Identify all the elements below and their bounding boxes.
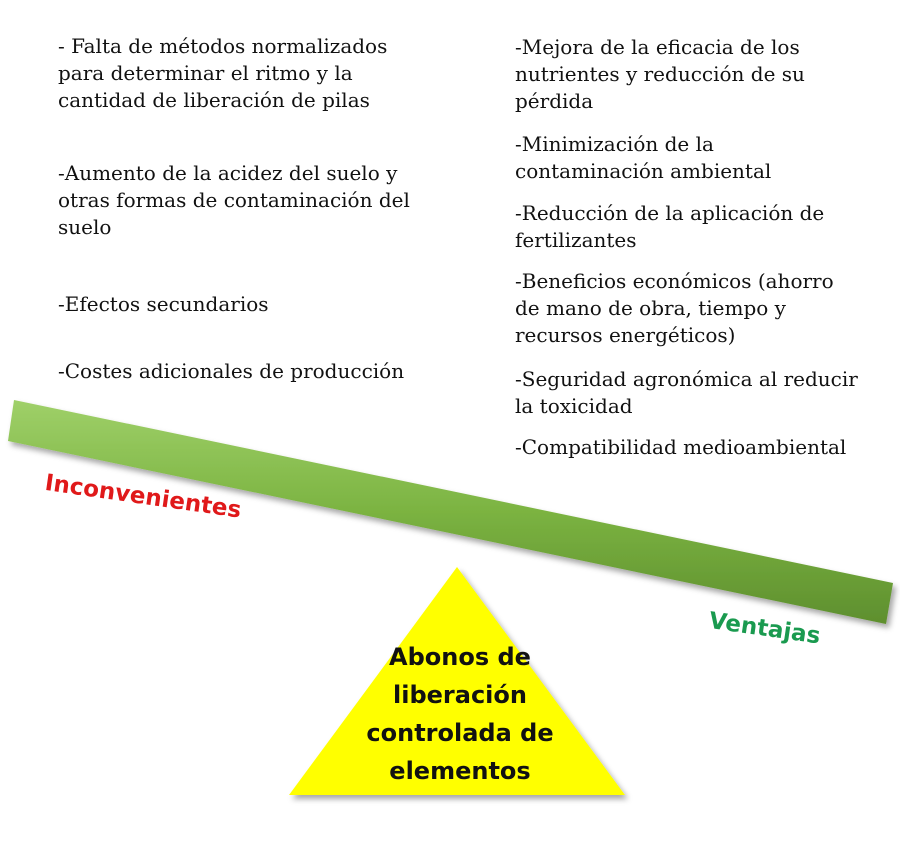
disadvantage-item-1: - Falta de métodos normalizados para determinar el ritmo y la cantidad de liberación de pilas xyxy=(58,34,388,112)
advantages-label: Ventajas xyxy=(707,608,823,650)
disadvantage-item-4: -Costes adicionales de producción xyxy=(58,359,405,383)
advantage-item-6: -Compatibilidad medioambiental xyxy=(515,435,847,459)
disadvantage-item-3: -Efectos secundarios xyxy=(58,292,269,316)
advantage-item-5: -Seguridad agronómica al reducir la toxicidad xyxy=(515,367,858,418)
advantage-item-3: -Reducción de la aplicación de fertilizantes xyxy=(515,201,825,252)
disadvantages-label: Inconvenientes xyxy=(43,470,243,524)
fulcrum-label: Abonos de liberación controlada de elementos xyxy=(366,643,554,785)
disadvantage-item-2: -Aumento de la acidez del suelo y otras formas de contaminación del suelo xyxy=(58,161,410,239)
advantage-item-1: -Mejora de la eficacia de los nutrientes y reducción de su pérdida xyxy=(515,35,805,113)
advantage-item-4: -Beneficios económicos (ahorro de mano de obra, tiempo y recursos energéticos) xyxy=(515,269,834,347)
advantage-item-2: -Minimización de la contaminación ambiental xyxy=(515,132,772,183)
